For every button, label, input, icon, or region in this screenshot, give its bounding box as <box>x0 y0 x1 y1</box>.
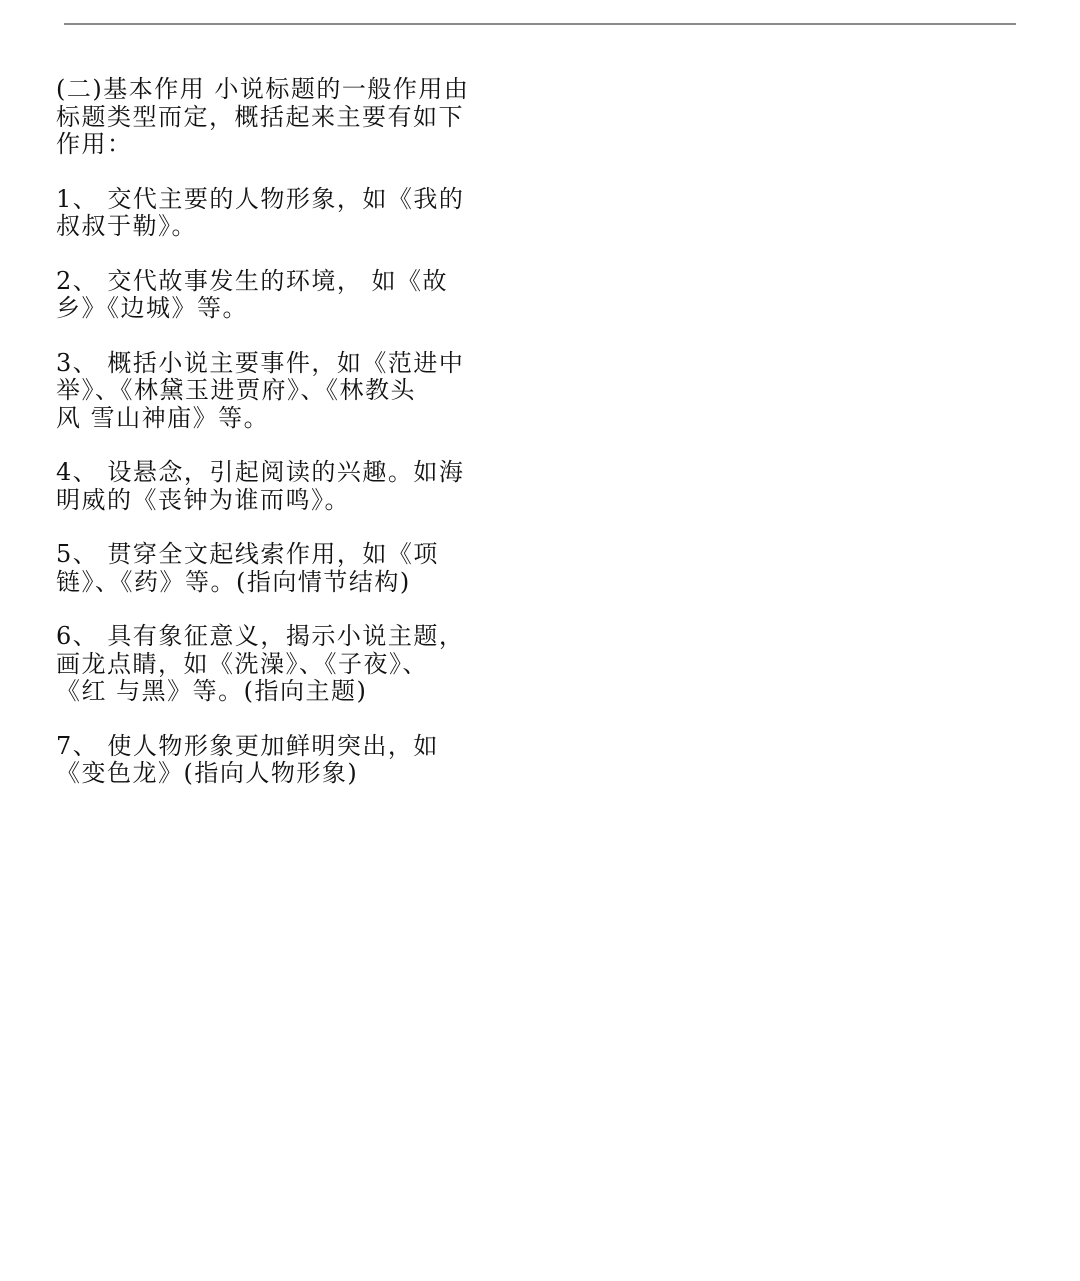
list-item-3 <box>56 350 504 433</box>
text-line: 6、 具有象征意义，揭示小说主题， <box>56 622 465 650</box>
text-line: 叔叔于勒》。 <box>56 212 197 240</box>
list-item-1 <box>56 186 504 241</box>
text-line: 标题类型而定，概括起来主要有如下 <box>56 102 464 131</box>
header-rule <box>64 23 1016 25</box>
text-line: 1、 交代主要的人物形象，如《我的 <box>56 184 465 213</box>
intro-paragraph <box>56 76 504 159</box>
text-line: 7、 使人物形象更加鲜明突出，如 <box>56 731 439 760</box>
text-line: 风 雪山神庙》等。 <box>56 403 270 432</box>
text-line: 《变色龙》(指向人物形象) <box>56 759 359 787</box>
text-line: 5、 贯穿全文起线索作用，如《项 <box>56 540 439 568</box>
text-line: (二)基本作用 小说标题的一般作用由 <box>56 75 470 103</box>
text-line: 明威的《丧钟为谁而鸣》。 <box>56 485 350 514</box>
text-line: 3、 概括小说主要事件，如《范进中 <box>56 348 465 377</box>
text-line: 《红 与黑》等。(指向主题) <box>56 677 368 705</box>
list-item-2 <box>56 268 504 323</box>
text-line: 作用： <box>56 130 133 158</box>
list-item-7 <box>56 733 504 788</box>
list-item-4 <box>56 459 504 514</box>
text-line: 画龙点睛，如《洗澡》、《子夜》、 <box>56 649 428 678</box>
document-body <box>56 76 504 815</box>
text-line: 2、 交代故事发生的环境， 如《故 <box>56 266 449 295</box>
text-line: 乡》《边城》等。 <box>56 294 248 322</box>
text-line: 链》、《药》等。(指向情节结构) <box>56 567 411 596</box>
list-item-5 <box>56 541 504 596</box>
text-line: 4、 设悬念，引起阅读的兴趣。如海 <box>56 458 465 486</box>
text-line: 举》、《林黛玉进贾府》、《林教头 <box>56 376 416 404</box>
list-item-6 <box>56 623 504 706</box>
